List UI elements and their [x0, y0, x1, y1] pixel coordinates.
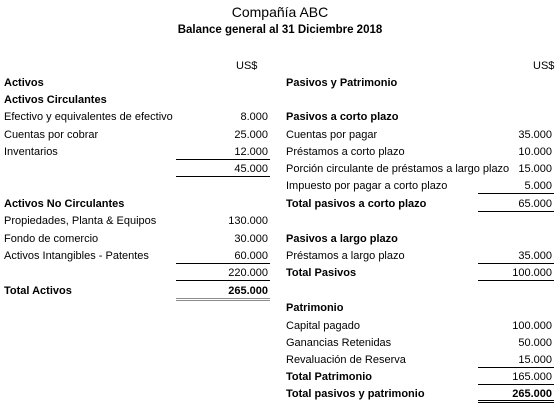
total-assets-value: 265.000	[228, 285, 268, 297]
equity-label: Ganancias Retenidas	[286, 337, 392, 349]
equity-value: 100.000	[512, 320, 552, 332]
asset-value: 30.000	[234, 233, 268, 245]
company-name: Compañía ABC	[231, 4, 329, 20]
subtotal-rule	[176, 263, 270, 264]
asset-value: 12.000	[234, 146, 268, 158]
equity-label: Revaluación de Reserva	[286, 354, 406, 366]
equity-value: 15.000	[518, 354, 552, 366]
short-term-total-label: Total pasivos a corto plazo	[286, 198, 427, 210]
noncurrent-assets-total: 220.000	[228, 267, 268, 279]
subtotal-rule	[478, 384, 554, 385]
liability-value: 10.000	[518, 146, 552, 158]
total-liabilities-label: Total Pasivos	[286, 267, 357, 279]
subtotal-rule	[478, 193, 554, 194]
subtotal-rule	[176, 176, 270, 177]
equity-label: Capital pagado	[286, 320, 361, 332]
current-assets-total: 45.000	[234, 163, 268, 175]
asset-value: 60.000	[234, 250, 268, 262]
assets-heading: Activos	[4, 77, 44, 89]
liabilities-equity-heading: Pasivos y Patrimonio	[286, 77, 398, 89]
liability-label: Cuentas por pagar	[286, 129, 378, 141]
asset-label: Inventarios	[4, 146, 58, 158]
report-title: Balance general al 31 Diciembre 2018	[177, 24, 383, 36]
subtotal-rule	[478, 367, 554, 368]
liability-label: Porción circulante de préstamos a largo plazo	[286, 163, 510, 175]
asset-label: Activos Intangibles - Patentes	[4, 250, 149, 262]
asset-value: 8.000	[240, 111, 268, 123]
asset-label: Propiedades, Planta & Equipos	[4, 215, 157, 227]
total-equity-value: 165.000	[512, 371, 552, 383]
short-term-liabilities-heading: Pasivos a corto plazo	[286, 111, 399, 123]
liability-label: Préstamos a corto plazo	[286, 146, 405, 158]
total-assets-label: Total Activos	[4, 285, 72, 297]
equity-value: 50.000	[518, 337, 552, 349]
subtotal-rule	[176, 280, 270, 281]
liability-value: 5.000	[524, 180, 552, 192]
short-term-total-value: 65.000	[518, 198, 552, 210]
long-term-liabilities-heading: Pasivos a largo plazo	[286, 233, 398, 245]
grand-total-value: 265.000	[512, 388, 552, 400]
currency-left: US$	[236, 60, 258, 72]
total-double-rule	[176, 298, 270, 301]
liability-value: 15.000	[518, 163, 552, 175]
asset-label: Efectivo y equivalentes de efectivo	[4, 111, 173, 123]
asset-value: 25.000	[234, 129, 268, 141]
liability-label: Préstamos a largo plazo	[286, 250, 405, 262]
equity-heading: Patrimonio	[286, 302, 344, 314]
subtotal-rule	[478, 263, 554, 264]
liability-value: 35.000	[518, 129, 552, 141]
total-liabilities-value: 100.000	[512, 267, 552, 279]
subtotal-rule	[478, 211, 554, 212]
noncurrent-assets-heading: Activos No Circulantes	[4, 198, 125, 210]
currency-right: US$	[533, 60, 555, 72]
liability-label: Impuesto por pagar a corto plazo	[286, 180, 448, 192]
asset-label: Fondo de comercio	[4, 233, 99, 245]
grand-total-label: Total pasivos y patrimonio	[286, 388, 425, 400]
liability-value: 35.000	[518, 250, 552, 262]
asset-value: 130.000	[228, 215, 268, 227]
subtotal-rule	[478, 280, 554, 281]
asset-label: Cuentas por cobrar	[4, 129, 99, 141]
current-assets-heading: Activos Circulantes	[4, 94, 107, 106]
subtotal-rule	[176, 159, 270, 160]
total-equity-label: Total Patrimonio	[286, 371, 372, 383]
